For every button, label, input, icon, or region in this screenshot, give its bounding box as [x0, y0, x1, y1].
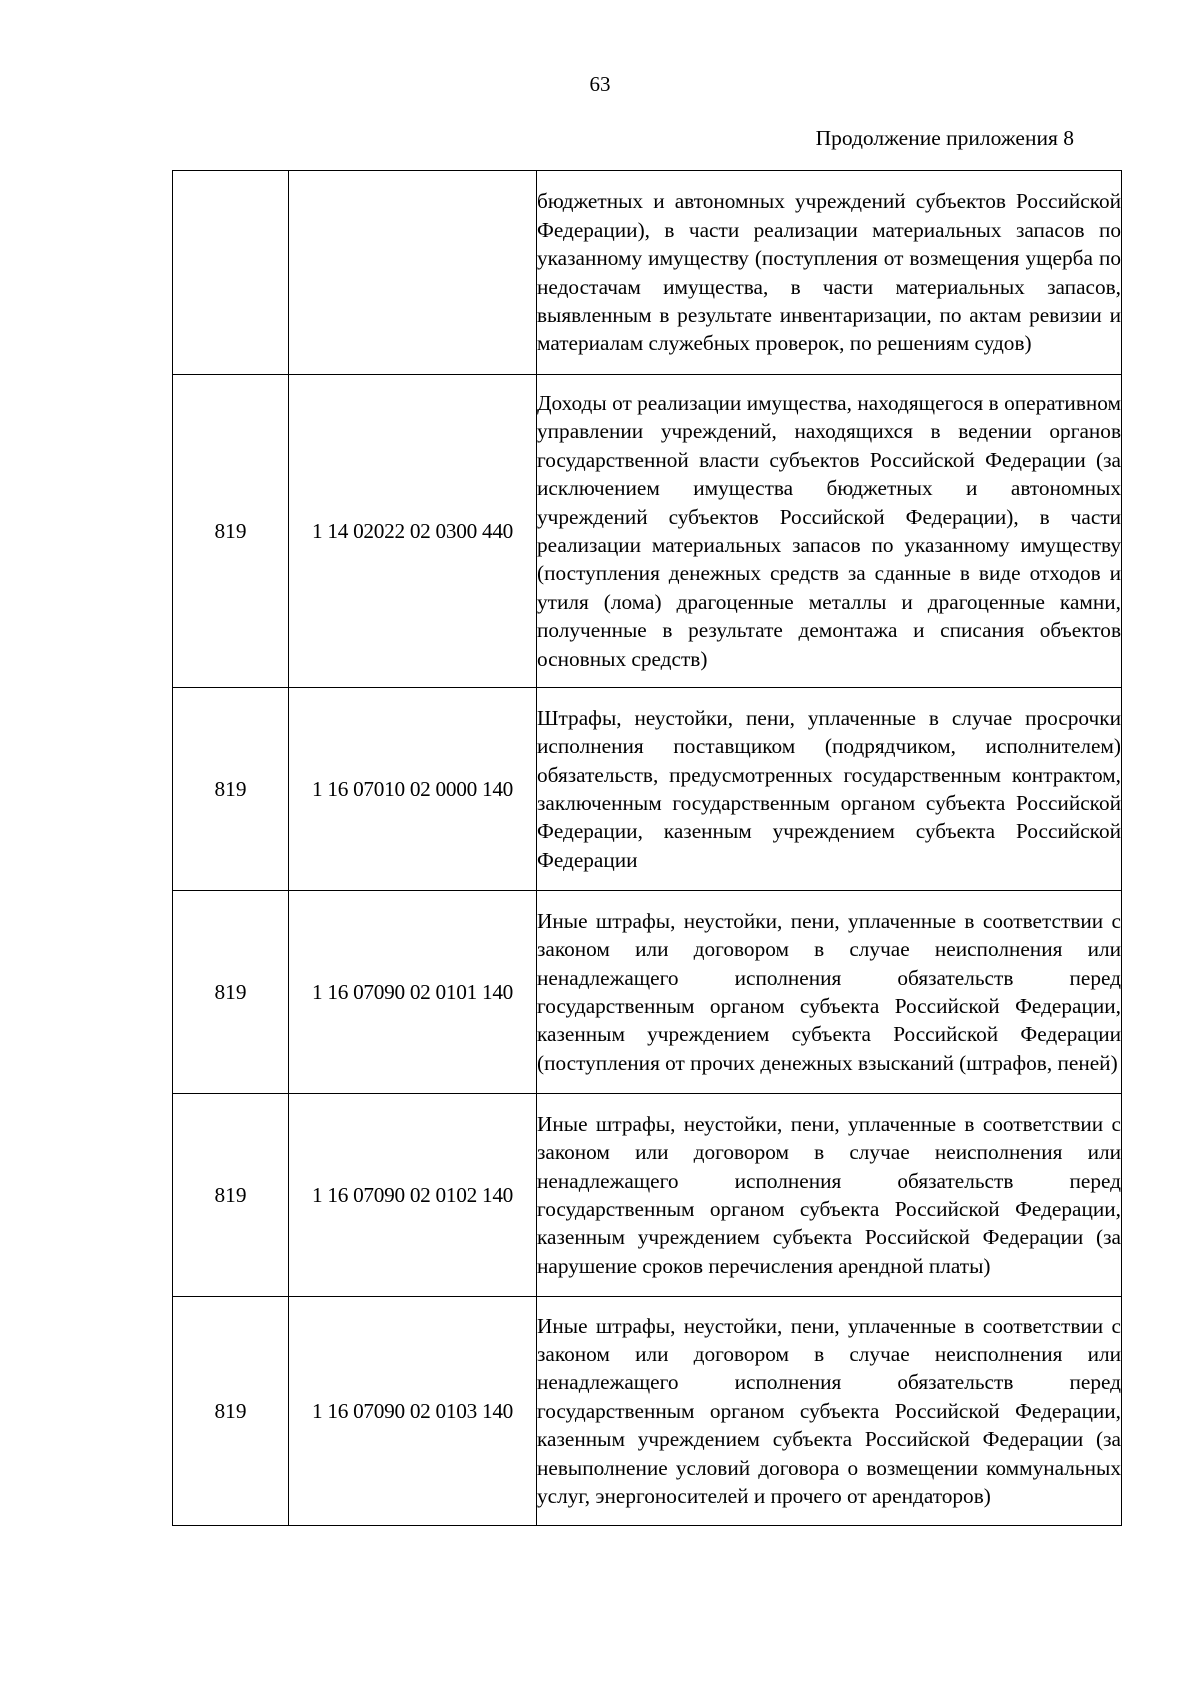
revenue-codes-table	[172, 170, 1122, 1526]
budget-code-cell: 1 16 07090 02 0103 140	[289, 1297, 537, 1526]
revenue-name-cell: Иные штрафы, неустойки, пени, уплаченные в соответствии с законом или договором в случае неисполнения или ненадлежащего исполнения обязательств перед государственным органом субъекта Российской Федерации, казенным учреждением субъекта Российской Федерации (за невыполнение условий договора о возмещении коммунальных услуг, энергоносителей и прочего от арендаторов)	[537, 1297, 1122, 1526]
table-row	[173, 171, 1122, 375]
revenue-name-cell: Доходы от реализации имущества, находящегося в оперативном управлении учреждений, находящихся в ведении органов государственной власти субъектов Российской Федерации (за исключением имущества бюджетных и автономных учреждений субъектов Российской Федерации), в части реализации материальных запасов по указанному имуществу (поступления денежных средств за сданные в виде отходов и утиля (лома) драгоценные металлы и драгоценные камни, полученные в результате демонтажа и списания объектов основных средств)	[537, 375, 1122, 688]
admin-code-cell: 819	[173, 1094, 289, 1297]
budget-code-cell: 1 16 07090 02 0101 140	[289, 891, 537, 1094]
table-row	[173, 688, 1122, 891]
revenue-name-cell: Штрафы, неустойки, пени, уплаченные в случае просрочки исполнения поставщиком (подрядчиком, исполнителем) обязательств, предусмотренных государственным контрактом, заключенным государственным органом субъекта Российской Федерации, казенным учреждением субъекта Российской Федерации	[537, 688, 1122, 891]
admin-code-cell: 819	[173, 891, 289, 1094]
admin-code-cell: 819	[173, 688, 289, 891]
page-number: 63	[589, 72, 611, 96]
revenue-name-cell: Иные штрафы, неустойки, пени, уплаченные в соответствии с законом или договором в случае неисполнения или ненадлежащего исполнения обязательств перед государственным органом субъекта Российской Федерации, казенным учреждением субъекта Российской Федерации (поступления от прочих денежных взысканий (штрафов, пеней)	[537, 891, 1122, 1094]
table-row	[173, 1094, 1122, 1297]
revenue-name-cell: Иные штрафы, неустойки, пени, уплаченные в соответствии с законом или договором в случае неисполнения или ненадлежащего исполнения обязательств перед государственным органом субъекта Российской Федерации, казенным учреждением субъекта Российской Федерации (за нарушение сроков перечисления арендной платы)	[537, 1094, 1122, 1297]
table-row	[173, 375, 1122, 688]
budget-code-cell: 1 16 07010 02 0000 140	[289, 688, 537, 891]
revenue-name-cell: бюджетных и автономных учреждений субъектов Российской Федерации), в части реализации материальных запасов по указанному имуществу (поступления от возмещения ущерба по недостачам имущества, в части материальных запасов, выявленным в результате инвентаризации, по актам ревизии и материалам служебных проверок, по решениям судов)	[537, 171, 1122, 375]
budget-code-cell: 1 14 02022 02 0300 440	[289, 375, 537, 688]
table-row	[173, 891, 1122, 1094]
table-row	[173, 1297, 1122, 1526]
budget-code-cell	[289, 171, 537, 375]
admin-code-cell: 819	[173, 375, 289, 688]
admin-code-cell	[173, 171, 289, 375]
budget-code-cell: 1 16 07090 02 0102 140	[289, 1094, 537, 1297]
admin-code-cell: 819	[173, 1297, 289, 1526]
appendix-header: Продолжение приложения 8	[815, 126, 1074, 150]
